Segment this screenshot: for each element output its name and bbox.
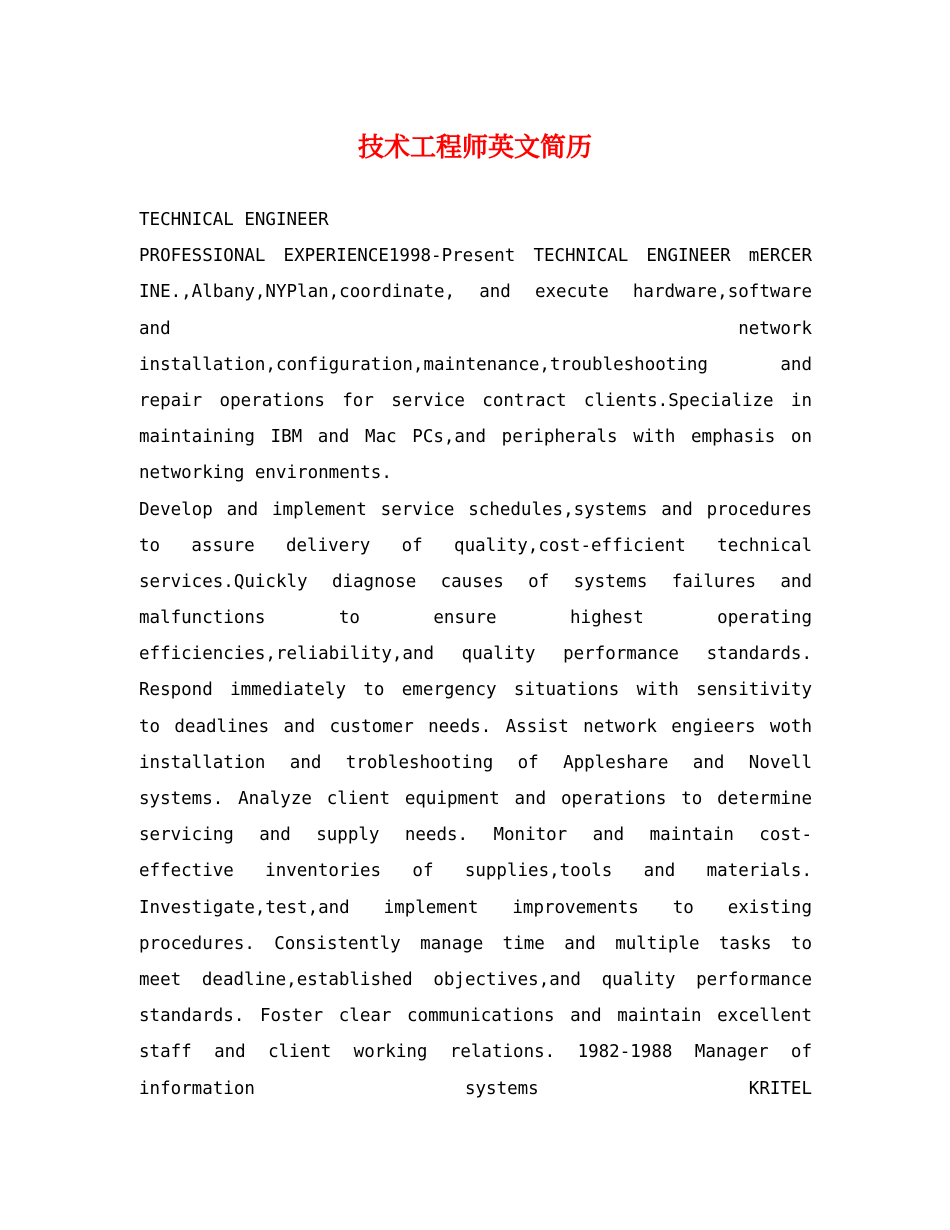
body-line: servicing and supply needs. Monitor and maintain cost- bbox=[139, 825, 812, 846]
document-body bbox=[139, 202, 812, 1107]
body-line: Investigate,test,and implement improvements to existing bbox=[139, 897, 812, 918]
body-line: installation and trobleshooting of Appleshare and Novell bbox=[139, 752, 812, 773]
body-line: efficiencies,reliability,and quality performance standards. bbox=[139, 644, 812, 665]
body-line: standards. Foster clear communications and maintain excellent bbox=[139, 1006, 812, 1027]
body-line: installation,configuration,maintenance,troubleshooting and bbox=[139, 354, 812, 375]
body-line: PROFESSIONAL EXPERIENCE1998-Present TECHNICAL ENGINEER mERCER bbox=[139, 246, 812, 267]
body-line: effective inventories of supplies,tools and materials. bbox=[139, 861, 812, 882]
body-line: meet deadline,established objectives,and quality performance bbox=[139, 969, 812, 990]
body-line: maintaining IBM and Mac PCs,and peripherals with emphasis on bbox=[139, 427, 812, 448]
body-line: Develop and implement service schedules,systems and procedures bbox=[139, 499, 812, 520]
body-line: to assure delivery of quality,cost-efficient technical bbox=[139, 535, 812, 556]
body-line: networking environments. bbox=[139, 463, 392, 484]
body-line: TECHNICAL ENGINEER bbox=[139, 210, 329, 230]
document-title: 技术工程师英文简历 bbox=[357, 133, 592, 163]
body-line: staff and client working relations. 1982-1988 Manager of bbox=[139, 1042, 812, 1063]
body-line: systems. Analyze client equipment and operations to determine bbox=[139, 789, 812, 809]
body-line: information systems KRITEL bbox=[139, 1078, 812, 1099]
body-line: malfunctions to ensure highest operating bbox=[139, 608, 812, 629]
body-line: INE.,Albany,NYPlan,coordinate, and execute hardware,software bbox=[139, 282, 812, 303]
body-line: procedures. Consistently manage time and multiple tasks to bbox=[139, 933, 812, 954]
body-line: Respond immediately to emergency situations with sensitivity bbox=[139, 680, 812, 701]
body-line: repair operations for service contract clients.Specialize in bbox=[139, 390, 812, 411]
body-line: to deadlines and customer needs. Assist network engieers woth bbox=[139, 716, 812, 737]
body-line: services.Quickly diagnose causes of systems failures and bbox=[139, 571, 812, 592]
body-line: and network bbox=[139, 318, 812, 339]
